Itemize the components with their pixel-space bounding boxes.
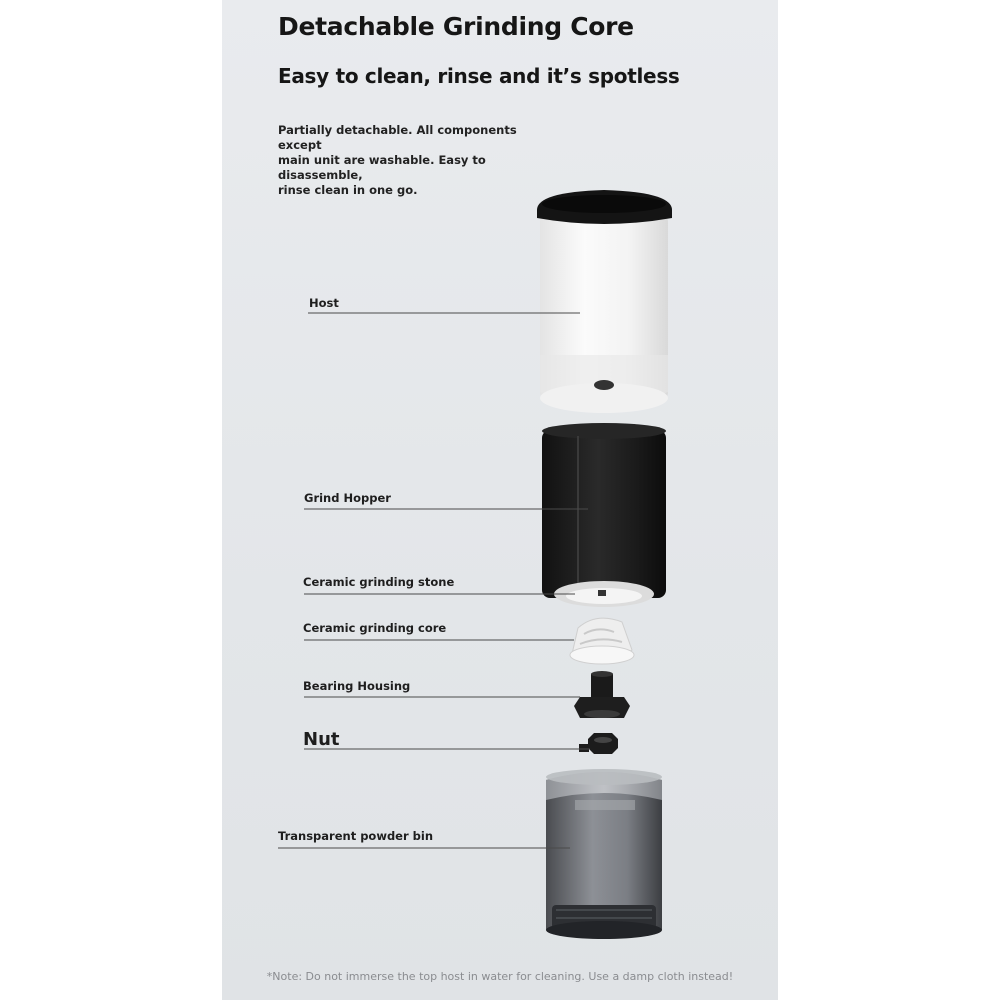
label-grind-hopper: Grind Hopper: [304, 491, 391, 505]
ceramic-core-part: [570, 618, 634, 664]
powder-bin-part: [546, 769, 662, 939]
cleaning-note: *Note: Do not immerse the top host in water for cleaning. Use a damp cloth instead!: [266, 970, 734, 983]
page-subtitle: Easy to clean, rinse and it’s spotless: [278, 64, 680, 88]
label-bearing-housing: Bearing Housing: [303, 679, 411, 693]
nut-part: [579, 733, 618, 754]
label-ceramic-grinding-stone: Ceramic grinding stone: [303, 575, 455, 589]
page-title: Detachable Grinding Core: [278, 12, 634, 41]
label-host: Host: [309, 296, 339, 310]
grind-hopper-part: [542, 423, 666, 607]
label-nut: Nut: [303, 729, 340, 750]
label-ceramic-grinding-core: Ceramic grinding core: [303, 621, 447, 635]
description-text: Partially detachable. All components except main unit are washable. Easy to disassemble, rinse clean in one go.: [278, 123, 517, 197]
label-transparent-powder-bin: Transparent powder bin: [278, 829, 434, 843]
bearing-housing-part: [574, 671, 630, 718]
host-part: [537, 190, 672, 413]
